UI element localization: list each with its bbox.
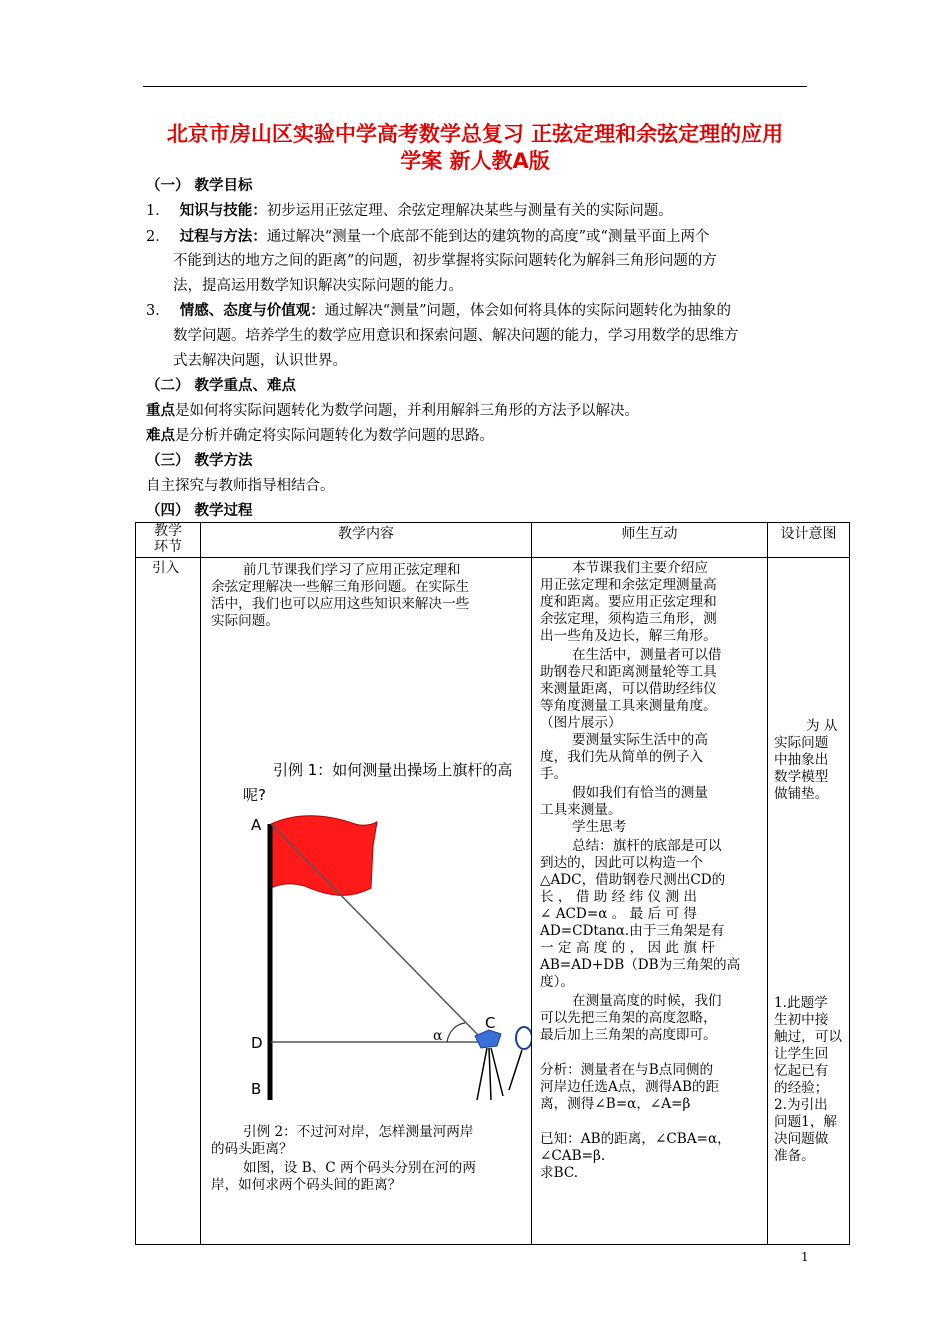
cell-stage	[136, 558, 201, 1245]
goal-1	[146, 199, 673, 223]
section-heading-method: （三） 教学方法	[146, 453, 253, 469]
interaction-line: 度和距离。要应用正弦定理和	[540, 594, 717, 610]
design-line: 让学生回	[774, 1046, 829, 1062]
design-line: 做铺垫。	[774, 786, 829, 802]
page-number: 1	[801, 1250, 809, 1264]
point-label-b: B	[251, 1080, 262, 1098]
intro-line-2: 余弦定理解决一些解三角形问题。在实际生	[211, 579, 470, 595]
interaction-line: 求BC.	[540, 1165, 579, 1181]
interaction-line: （图片展示）	[540, 715, 622, 731]
design-line: 准备。	[774, 1148, 815, 1164]
interaction-line: ∠ ACD=α 。 最 后 可 得	[540, 906, 697, 922]
sight-line-ac	[271, 824, 481, 1038]
interaction-line: 一 定 高 度 的 ， 因 此 旗 杆	[540, 940, 715, 956]
header-design: 设计意图	[768, 523, 850, 558]
intro-line-4: 实际问题。	[211, 613, 279, 629]
design-line: 实际问题	[774, 735, 829, 751]
design-line: 中抽象出	[774, 752, 829, 768]
interaction-line: 假如我们有恰当的测量	[572, 785, 708, 801]
tripod-head-icon	[475, 1030, 501, 1048]
example2-line-2: 的码头距离？	[211, 1141, 293, 1157]
interaction-line: 本节课我们主要介绍应	[572, 560, 708, 576]
difficult-point-label: 难点	[146, 428, 175, 444]
angle-label-alpha: α	[433, 1028, 443, 1044]
interaction-line: 离，测得∠B=α，∠A=β	[540, 1096, 691, 1112]
design-line: 数学模型	[774, 769, 829, 785]
interaction-line: 度）。	[540, 974, 574, 990]
goal-1-num: 1．	[146, 203, 170, 219]
goal-2-text-l1: 通过解决“测量一个底部不能到达的建筑物的高度”或“测量平面上两个	[266, 229, 710, 245]
table-header-row	[136, 523, 850, 558]
interaction-line: 要测量实际生活中的高	[572, 732, 708, 748]
header-content: 教学内容	[201, 523, 532, 558]
goal-2-text-l2: 不能到达的地方之间的距离”的问题，初步掌握将实际问题转化为解斜三角形问题的方	[173, 253, 717, 269]
interaction-line: 在生活中，测量者可以借	[572, 647, 722, 663]
key-point-text: 是如何将实际问题转化为数学问题，并利用解斜三角形的方法予以解决。	[175, 403, 639, 419]
goal-3-text-l3: 式去解决问题，认识世界。	[173, 353, 347, 369]
header-interaction: 师生互动	[532, 523, 768, 558]
point-label-a: A	[251, 816, 262, 834]
interaction-line: △ADC，借助钢卷尺测出CD的	[540, 872, 726, 888]
cell-design	[768, 558, 850, 1245]
design-line: 问题1，解	[774, 1114, 838, 1130]
flagpole-figure	[237, 750, 531, 1110]
interaction-line: 出一些角及边长，解三角形。	[540, 628, 717, 644]
cell-content	[201, 558, 532, 1245]
example2-line-3: 如图，设 B、C 两个码头分别在河的两	[243, 1160, 476, 1176]
section-heading-process: （四） 教学过程	[146, 503, 253, 519]
goal-2	[146, 225, 709, 249]
interaction-line: 分析：测量者在与B点同侧的	[540, 1062, 714, 1078]
tripod-leg	[491, 1048, 503, 1096]
interaction-line: AD=CDtanα.由于三角架是有	[540, 923, 725, 939]
figure-title-2: 呢?	[243, 786, 266, 804]
stage-label: 引入	[152, 560, 180, 576]
goal-1-label: 知识与技能：	[179, 203, 267, 219]
goal-2-label: 过程与方法：	[179, 229, 267, 245]
angle-arc	[447, 1023, 465, 1042]
design-line: 为 从	[806, 718, 838, 734]
red-flag	[271, 816, 377, 896]
goal-3-text-l1: 通过解决“测量”问题，体会如何将具体的实际问题转化为抽象的	[324, 303, 732, 319]
interaction-line: 最后加上三角架的高度即可。	[540, 1027, 717, 1043]
table-row	[136, 558, 850, 1245]
point-label-c: C	[485, 1014, 496, 1032]
intro-line-1: 前几节课我们学习了应用正弦定理和	[243, 562, 461, 578]
goal-3	[146, 299, 731, 323]
interaction-line: 余弦定理，须构造三角形，测	[540, 611, 717, 627]
intro-line-3: 活中，我们也可以应用这些知识来解决一些	[211, 596, 470, 612]
goal-3-label: 情感、态度与价值观：	[179, 303, 325, 319]
interaction-line: 助钢卷尺和距离测量轮等工具	[540, 664, 717, 680]
difficult-point	[146, 424, 494, 448]
interaction-line: 总结：旗杆的底部是可以	[572, 838, 722, 854]
goal-2-num: 2．	[146, 229, 170, 245]
design-line: 生初中接	[774, 1012, 829, 1028]
example2-line-1: 引例 2：不过河对岸，怎样测量河两岸	[243, 1124, 474, 1140]
observer-head-icon	[516, 1027, 531, 1049]
method-text: 自主探究与教师指导相结合。	[146, 478, 335, 494]
section-heading-key-points: （二） 教学重点、难点	[146, 378, 297, 394]
interaction-line: 来测量距离，可以借助经纬仪	[540, 681, 717, 697]
goal-3-num: 3．	[146, 303, 170, 319]
cell-interaction	[532, 558, 768, 1245]
difficult-point-text: 是分析并确定将实际问题转化为数学问题的思路。	[175, 428, 494, 444]
figure-title: 引例 1：如何测量出操场上旗杆的高	[273, 761, 513, 779]
goal-1-text: 初步运用正弦定理、余弦定理解决某些与测量有关的实际问题。	[266, 203, 673, 219]
interaction-line: ∠CAB=β.	[540, 1148, 606, 1164]
doc-title-line1: 北京市房山区实验中学高考数学总复习 正弦定理和余弦定理的应用	[166, 122, 784, 146]
interaction-line: 长 ， 借 助 经 纬 仪 测 出	[540, 889, 697, 905]
design-line: 触过，可以	[774, 1029, 842, 1045]
interaction-line: 到达的，因此可以构造一个	[540, 855, 704, 871]
section-heading-goals: （一） 教学目标	[146, 178, 253, 194]
key-point	[146, 399, 639, 423]
goal-3-text-l2: 数学问题。培养学生的数学应用意识和探索问题、解决问题的能力，学习用数学的思维方	[173, 328, 739, 344]
interaction-line: 度，我们先从简单的例子入	[540, 749, 704, 765]
interaction-line: 用正弦定理和余弦定理测量高	[540, 577, 717, 593]
design-line: 2.为引出	[774, 1097, 828, 1113]
key-point-label: 重点	[146, 403, 175, 419]
header-rule	[143, 86, 807, 87]
interaction-line: 可以先把三角架的高度忽略，	[540, 1010, 717, 1026]
interaction-line: 河岸边任选A点，测得AB的距	[540, 1079, 720, 1095]
interaction-line: 已知：AB的距离，∠CBA=α，	[540, 1131, 731, 1147]
teaching-process-table	[135, 522, 850, 1245]
design-line: 1.此题学	[774, 995, 828, 1011]
interaction-line: 手。	[540, 766, 568, 782]
interaction-line: 学生思考	[572, 819, 627, 835]
tripod-leg	[489, 1048, 491, 1100]
interaction-line: 工具来测量。	[540, 802, 622, 818]
interaction-line: 在测量高度的时候，我们	[572, 993, 722, 1009]
point-label-d: D	[251, 1034, 263, 1052]
design-line: 的经验；	[774, 1080, 829, 1096]
tripod-leg	[477, 1048, 487, 1100]
doc-title-line2: 学案 新人教A版	[400, 149, 550, 173]
observer-body-icon	[509, 1050, 522, 1090]
design-line: 忆起已有	[774, 1063, 829, 1079]
interaction-line: 等角度测量工具来测量角度。	[540, 698, 717, 714]
goal-2-text-l3: 法，提高运用数学知识解决实际问题的能力。	[173, 278, 463, 294]
header-stage: 教学 环节	[136, 523, 201, 558]
interaction-line: AB=AD+DB（DB为三角架的高	[540, 957, 741, 973]
example2-line-4: 岸，如何求两个码头间的距离？	[211, 1177, 402, 1193]
design-line: 决问题做	[774, 1131, 829, 1147]
